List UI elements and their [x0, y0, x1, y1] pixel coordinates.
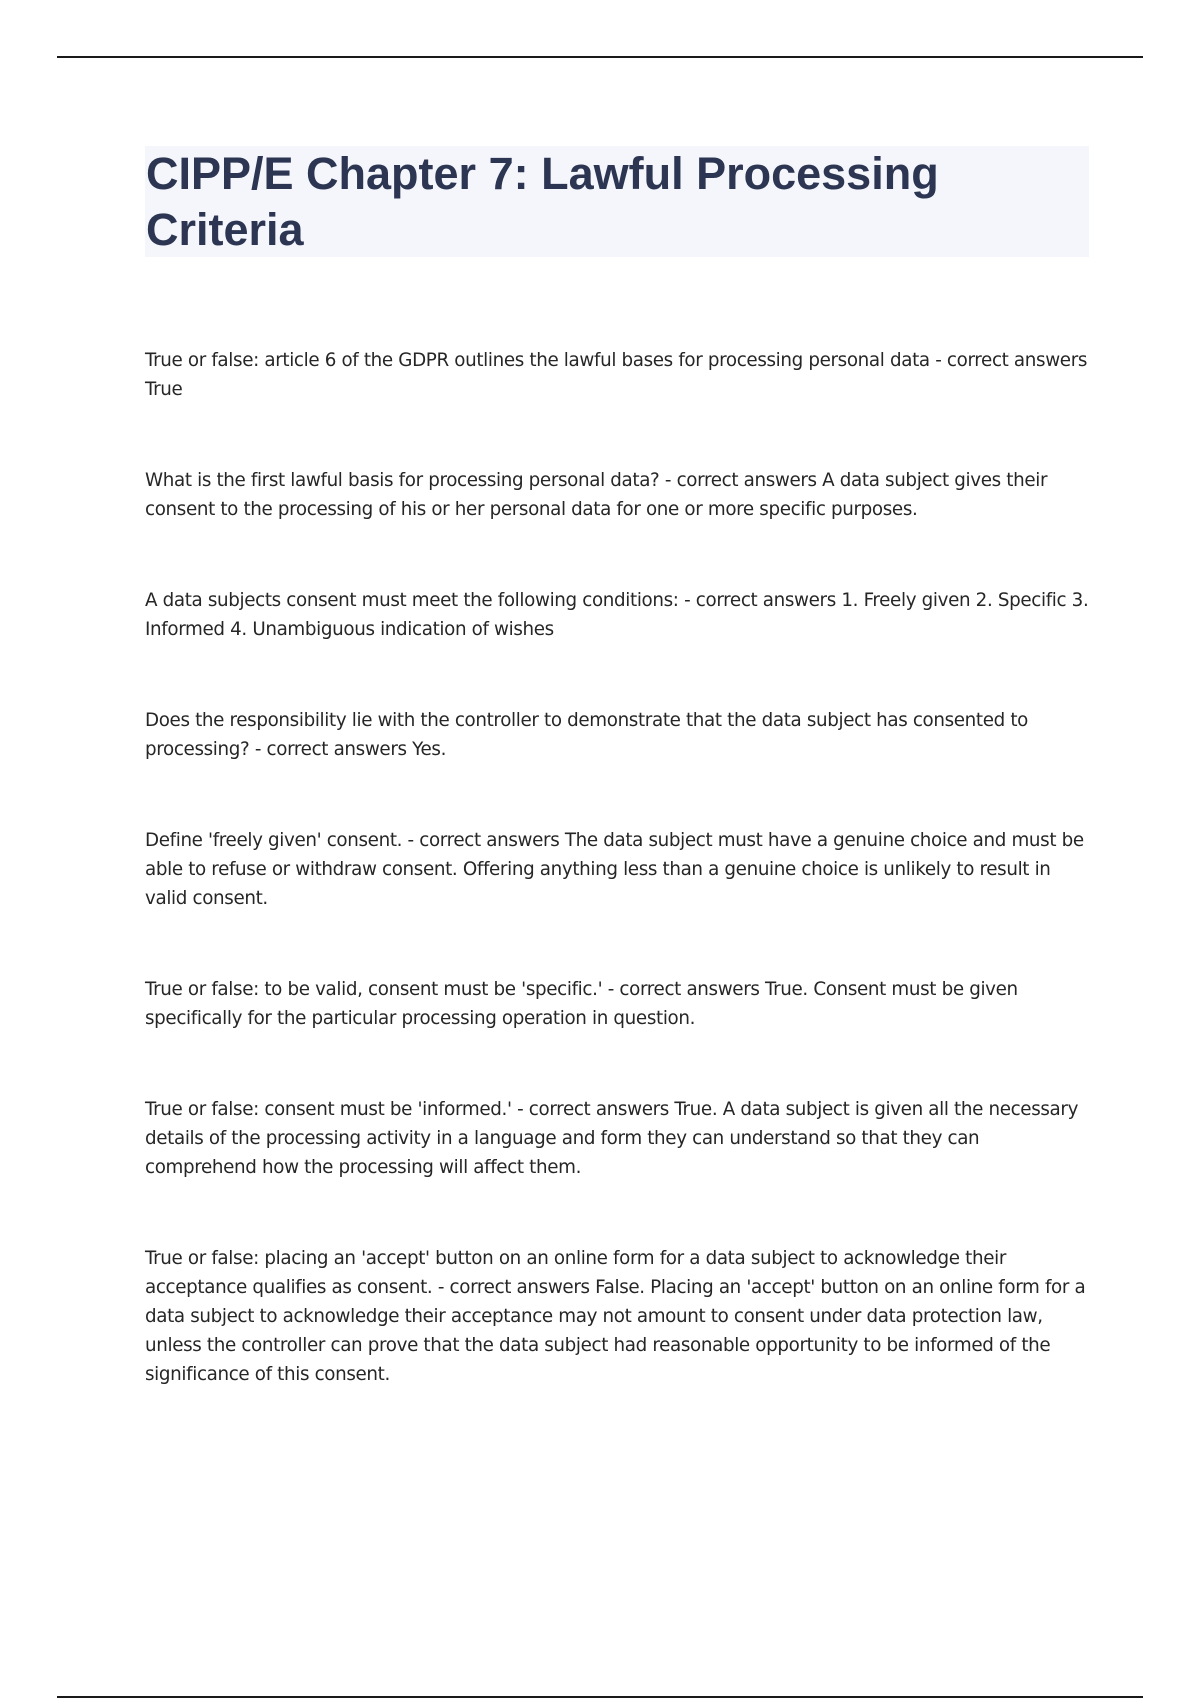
qa-item: True or false: consent must be 'informed.' - correct answers True. A data subject is given all the necessary details of the processing activity in a language and form they can understand so that they can comprehend how the processing will affect them.: [145, 1099, 1079, 1178]
qa-item: True or false: to be valid, consent must be 'specific.' - correct answers True. Consent must be given specifically for the particular processing operation in question.: [145, 979, 1018, 1029]
qa-item: Does the responsibility lie with the controller to demonstrate that the data subject has consented to processing? - correct answers Yes.: [145, 710, 1028, 760]
qa-list: [145, 346, 1090, 1451]
bottom-divider: [57, 1696, 1143, 1698]
qa-item: Define 'freely given' consent. - correct answers The data subject must have a genuine choice and must be able to refuse or withdraw consent. Offering anything less than a genuine choice is unlikely to result in valid consent.: [145, 830, 1084, 909]
qa-item: True or false: article 6 of the GDPR outlines the lawful bases for processing personal data - correct answers True: [145, 350, 1088, 400]
qa-item: True or false: placing an 'accept' button on an online form for a data subject to acknowledge their acceptance qualifies as consent. - correct answers False. Placing an 'accept' button on an online form for a data subject to acknowledge their acceptance may not amount to consent under data protection law, unless the controller can prove that the data subject had reasonable opportunity to be informed of the significance of this consent.: [145, 1248, 1086, 1385]
title-banner: [145, 146, 1089, 257]
qa-item: A data subjects consent must meet the following conditions: - correct answers 1. Freely given 2. Specific 3. Informed 4. Unambiguous indication of wishes: [145, 590, 1089, 640]
qa-item: What is the first lawful basis for processing personal data? - correct answers A data subject gives their consent to the processing of his or her personal data for one or more specific purposes.: [145, 470, 1048, 520]
top-divider: [57, 56, 1143, 58]
page-title: CIPP/E Chapter 7: Lawful Processing Criteria: [146, 148, 939, 255]
